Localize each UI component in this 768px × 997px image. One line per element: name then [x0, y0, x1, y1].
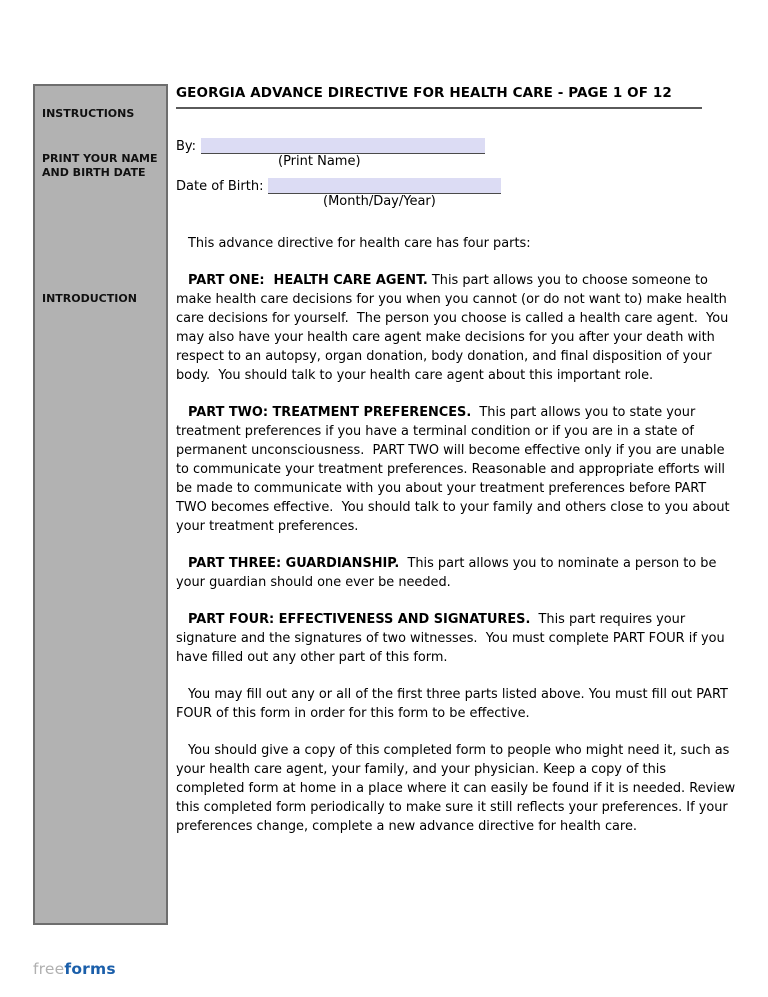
sidebar-label-instructions: INSTRUCTIONS [42, 107, 135, 120]
freeforms-logo-free: free [33, 960, 65, 978]
fill-out-paragraph: You may fill out any or all of the first three parts listed above. You must fill out PART FOUR of this form in order for this form to be effective. [176, 687, 732, 721]
page-title: GEORGIA ADVANCE DIRECTIVE FOR HEALTH CARE - PAGE 1 OF 12 [176, 85, 702, 109]
birth-date-caption: (Month/Day/Year) [323, 194, 436, 209]
part-three-paragraph: PART THREE: GUARDIANSHIP. This part allows you to nominate a person to be your guardian should one ever be needed. [176, 556, 721, 590]
part-one-paragraph: PART ONE: HEALTH CARE AGENT. This part allows you to choose someone to make health care decisions for you when you cannot (or do not want to) make health care decisions for yourself. The person you choose is called a health care agent. You may also have your health care agent make decisions for you after your death with respect to an autopsy, organ donation, body donation, and final disposition of your body. You should talk to your health care agent about this important role. [176, 273, 733, 383]
sidebar-label-introduction: INTRODUCTION [42, 292, 137, 305]
intro-paragraph: This advance directive for health care has four parts: [188, 236, 531, 251]
print-name-row [176, 134, 738, 154]
print-name-field[interactable] [201, 138, 485, 154]
instructions-sidebar [33, 84, 168, 925]
part-four-paragraph: PART FOUR: EFFECTIVENESS AND SIGNATURES. This part requires your signature and the signatures of two witnesses. You must complete PART FOUR if you have filled out any other part of this form. [176, 612, 729, 665]
sidebar-label-print-name-birth-date: PRINT YOUR NAME AND BIRTH DATE [42, 152, 158, 179]
name-birthdate-block [176, 134, 738, 214]
freeforms-logo [33, 960, 116, 978]
freeforms-logo-forms: forms [64, 960, 116, 978]
print-name-label: By: [176, 139, 197, 154]
document-body [176, 85, 738, 836]
give-copy-paragraph: You should give a copy of this completed form to people who might need it, such as your health care agent, your family, and your physician. Keep a copy of this completed form at home in a place where it can easily be found if it is needed. Review this completed form periodically to make sure it still reflects your preferences. If your preferences change, complete a new advance directive for health care. [176, 743, 740, 834]
part-two-paragraph: PART TWO: TREATMENT PREFERENCES. This part allows you to state your treatment preferences if you have a terminal condition or if you are in a state of permanent unconsciousness. PART TWO will become effective only if you are unable to communicate your treatment preferences. Reasonable and appropriate efforts will be made to communicate with you about your treatment preferences before PART TWO becomes effective. You should talk to your family and others close to you about your treatment preferences. [176, 405, 734, 534]
birth-date-field[interactable] [268, 178, 501, 194]
birth-date-label: Date of Birth: [176, 179, 264, 194]
print-name-caption: (Print Name) [278, 154, 361, 169]
birth-date-row [176, 174, 738, 194]
